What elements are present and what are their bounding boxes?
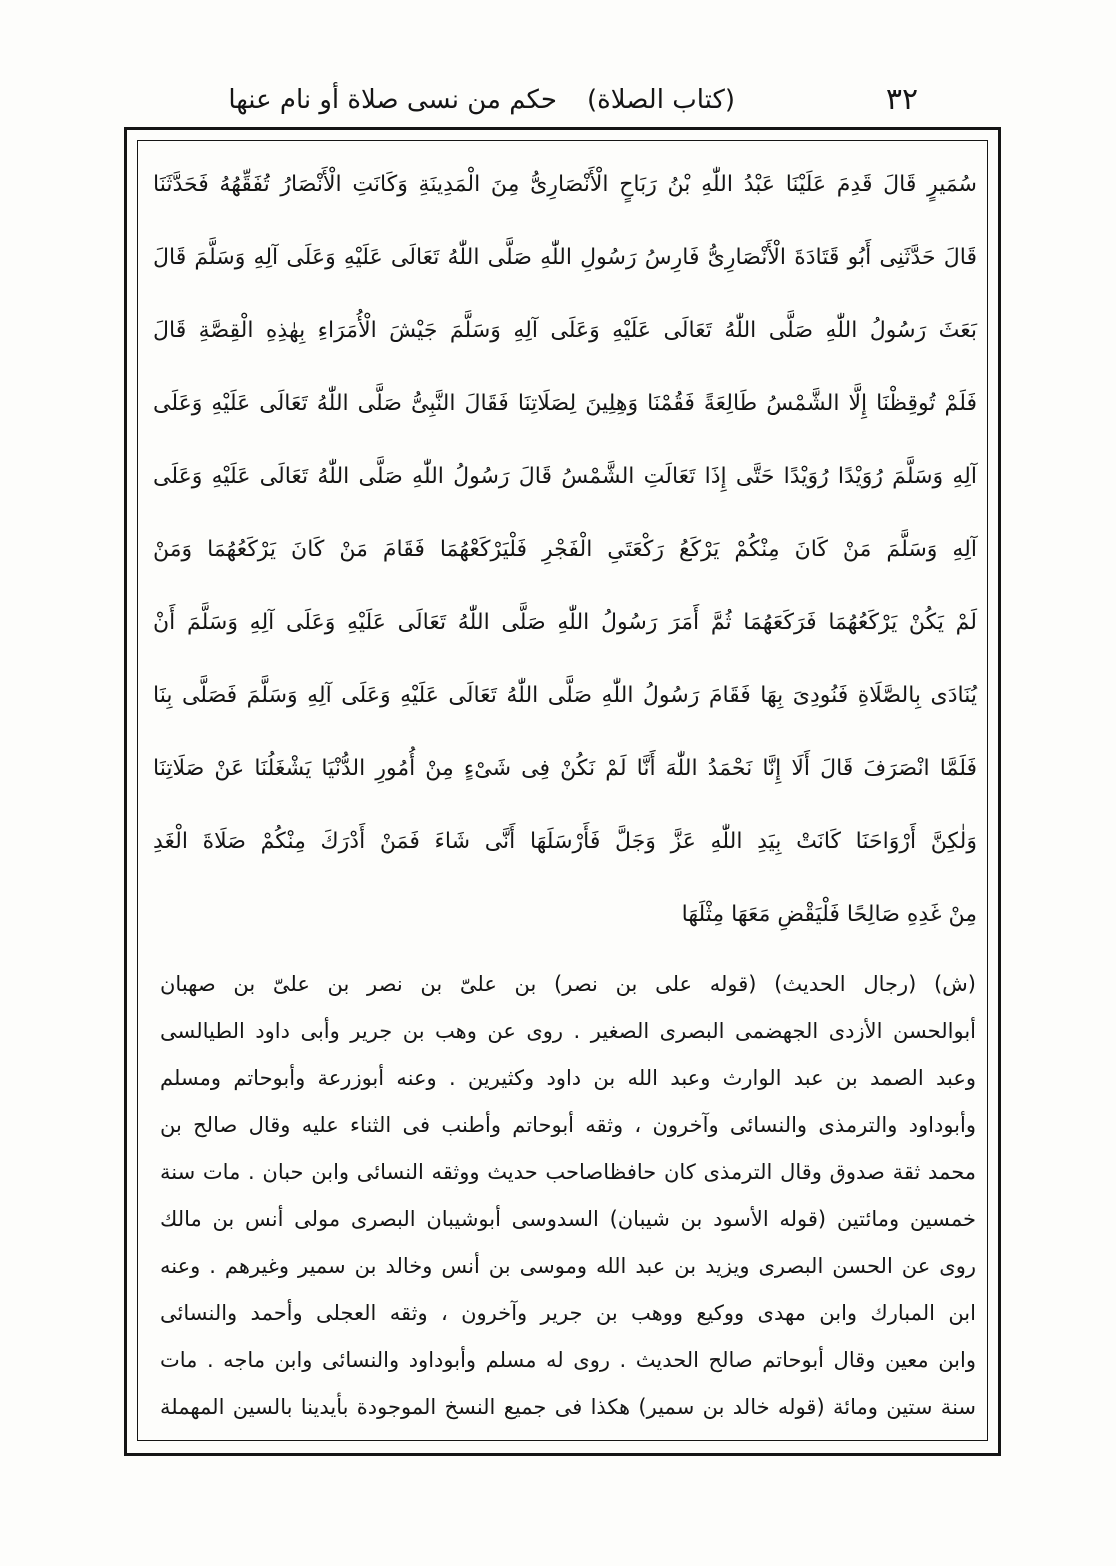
commentary-line: وأبوداود والترمذى والنسائى وآخرون ، وثقه أبوحاتم وأطنب فى الثناء عليه وقال صالح بن [160,1113,976,1137]
page-number: ٣٢ [885,82,919,117]
running-title [228,78,735,122]
chapter-title: حكم من نسى صلاة أو نام عنها [228,85,557,115]
commentary-line: وعبد الصمد بن عبد الوارث وعبد الله بن داود وكثيرين . وعنه أبوزرعة وأبوحاتم ومسلم [160,1066,976,1090]
commentary-line: وابن معين وقال أبوحاتم صالح الحديث . روى له مسلم وأبوداود والنسائى وابن ماجه . مات [160,1348,976,1372]
commentary-line: خمسين ومائتين (قوله الأسود بن شيبان) السدوسى أبوشيبان البصرى مولى أنس بن مالك [160,1207,976,1231]
hadith-line: وَلٰكِنَّ أَرْوَاحَنَا كَانَتْ بِيَدِ اللّٰهِ عَزَّ وَجَلَّ فَأَرْسَلَهَا أَنَّى شَاءَ فَمَنْ أَدْرَكَ مِنْكُمْ صَلَاةَ الْغَدِ [153,829,977,854]
commentary-line: سنة ستين ومائة (قوله خالد بن سمير) هكذا فى جميع النسخ الموجودة بأيدينا بالسين المهملة [160,1395,976,1419]
hadith-line: قَالَ حَدَّثَنِى أَبُو قَتَادَةَ الْأَنْصَارِىُّ فَارِسُ رَسُولِ اللّٰهِ صَلَّى اللّٰهُ تَعَالَى عَلَيْهِ وَعَلَى آلِهِ وَسَلَّمَ قَالَ [153,245,977,270]
hadith-line: لَمْ يَكُنْ يَرْكَعُهُمَا فَرَكَعَهُمَا ثُمَّ أَمَرَ رَسُولُ اللّٰهِ صَلَّى اللّٰهُ تَعَالَى عَلَيْهِ وَعَلَى آلِهِ وَسَلَّمَ أَنْ [153,610,977,635]
commentary-line: محمد ثقة صدوق وقال الترمذى كان حافظاصاحب حديث ووثقه النسائى وابن حبان . مات سنة [160,1160,976,1184]
commentary-line: (ش) (رجال الحديث) (قوله على بن نصر) بن علىّ بن نصر بن علىّ بن صهبان [160,972,976,996]
hadith-line: فَلَمْ تُوقِظْنَا إِلَّا الشَّمْسُ طَالِعَةً فَقُمْنَا وَهِلِينَ لِصَلَاتِنَا فَقَالَ النَّبِىُّ صَلَّى اللّٰهُ تَعَالَى عَلَيْهِ وَعَلَى [153,391,977,416]
book-section-title: (كتاب الصلاة) [586,85,735,115]
hadith-line: آلِهِ وَسَلَّمَ مَنْ كَانَ مِنْكُمْ يَرْكَعُ رَكْعَتَىِ الْفَجْرِ فَلْيَرْكَعْهُمَا فَقَامَ مَنْ كَانَ يَرْكَعُهُمَا وَمَنْ [153,537,977,562]
commentary-line: أبوالحسن الأزدى الجهضمى البصرى الصغير . روى عن وهب بن جرير وأبى داود الطيالسى [160,1019,976,1043]
hadith-line: مِنْ غَدِهِ صَالِحًا فَلْيَقْضِ مَعَهَا مِثْلَهَا [681,902,977,927]
commentary-line: ابن المبارك وابن مهدى ووكيع ووهب بن جرير وآخرون ، وثقه العجلى وأحمد والنسائى [160,1301,976,1325]
hadith-text [153,148,977,951]
commentary-line: روى عن الحسن البصرى ويزيد بن عبد الله وموسى بن أنس وخالد بن سمير وغيرهم . وعنه [160,1254,976,1278]
hadith-line: سُمَيرٍ قَالَ قَدِمَ عَلَيْنَا عَبْدُ اللّٰهِ بْنُ رَبَاحٍ الْأَنْصَارِىُّ مِنَ الْمَدِينَةِ وَكَانَتِ الْأَنْصَارُ تُفَقِّهُهُ فَحَدَّثَنَا [153,172,977,197]
commentary-text [160,961,976,1431]
hadith-line: يُنَادَى بِالصَّلَاةِ فَنُودِىَ بِهَا فَقَامَ رَسُولُ اللّٰهِ صَلَّى اللّٰهُ تَعَالَى عَلَيْهِ وَعَلَى آلِهِ وَسَلَّمَ فَصَلَّى بِنَا [153,683,977,708]
hadith-line: بَعَثَ رَسُولُ اللّٰهِ صَلَّى اللّٰهُ تَعَالَى عَلَيْهِ وَعَلَى آلِهِ وَسَلَّمَ جَيْشَ الْأُمَرَاءِ بِهٰذِهِ الْقِصَّةِ قَالَ [153,318,977,343]
hadith-line: آلِهِ وَسَلَّمَ رُوَيْدًا رُوَيْدًا حَتَّى إِذَا تَعَالَتِ الشَّمْسُ قَالَ رَسُولُ اللّٰهِ صَلَّى اللّٰهُ تَعَالَى عَلَيْهِ وَعَلَى [153,464,977,489]
hadith-line: فَلَمَّا انْصَرَفَ قَالَ أَلَا إِنَّا نَحْمَدُ اللّٰهَ أَنَّا لَمْ نَكُنْ فِى شَىْءٍ مِنْ أُمُورِ الدُّنْيَا يَشْغَلُنَا عَنْ صَلَاتِنَا [153,756,977,781]
page-header [0,78,1116,122]
